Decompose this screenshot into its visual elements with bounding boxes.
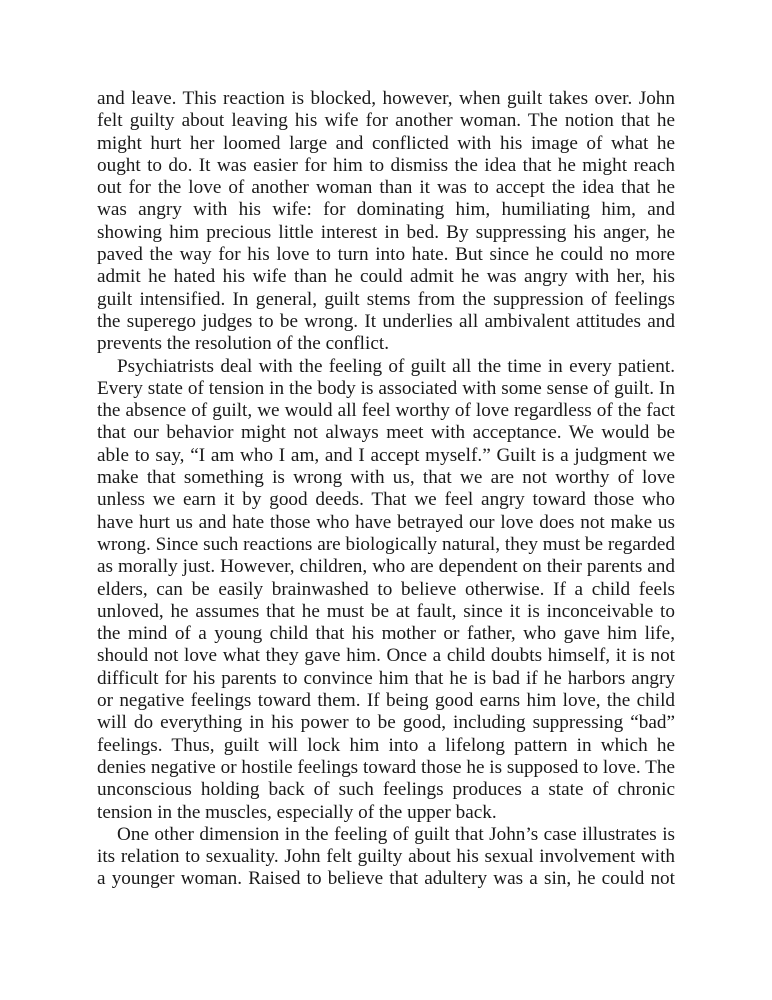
paragraph-1: and leave. This reaction is blocked, however, when guilt takes over. John felt guilty about leaving his wife for another woman. The notion that he might hurt her loomed large and conflicted with his image of what he ought to do. It was easier for him to dismiss the idea that he might reach out for the love of another woman than it was to accept the idea that he was angry with his wife: for dominating him, humiliating him, and showing him precious little interest in bed. By suppressing his anger, he paved the way for his love to turn into hate. But since he could no more admit he hated his wife than he could admit he was angry with her, his guilt intensified. In general, guilt stems from the suppression of feelings the superego judges to be wrong. It underlies all ambivalent attitudes and prevents the resolution of the conflict.: [97, 88, 675, 355]
paragraph-3: One other dimension in the feeling of guilt that John’s case illustrates is its relation to sexuality. John felt guilty about his sexual involvement with a younger woman. Raised to believe that adultery was a sin, he could not: [97, 823, 675, 890]
document-page: [97, 88, 675, 891]
paragraph-2: Psychiatrists deal with the feeling of guilt all the time in every patient. Every state of tension in the body is associated with some sense of guilt. In the absence of guilt, we would all feel worthy of love regardless of the fact that our behavior might not always meet with acceptance. We would be able to say, “I am who I am, and I accept myself.” Guilt is a judgment we make that something is wrong with us, that we are not worthy of love unless we earn it by good deeds. That we feel angry toward those who have hurt us and hate those who have betrayed our love does not make us wrong. Since such reactions are biologically natural, they must be regarded as morally just. However, children, who are dependent on their parents and elders, can be easily brainwashed to believe otherwise. If a child feels unloved, he assumes that he must be at fault, since it is inconceivable to the mind of a young child that his mother or father, who gave him life, should not love what they gave him. Once a child doubts himself, it is not difficult for his parents to convince him that he is bad if he harbors angry or negative feelings toward them. If being good earns him love, the child will do everything in his power to be good, including suppressing “bad” feelings. Thus, guilt will lock him into a lifelong pattern in which he denies negative or hostile feelings toward those he is supposed to love. The unconscious holding back of such feelings produces a state of chronic tension in the muscles, especially of the upper back.: [97, 355, 675, 823]
